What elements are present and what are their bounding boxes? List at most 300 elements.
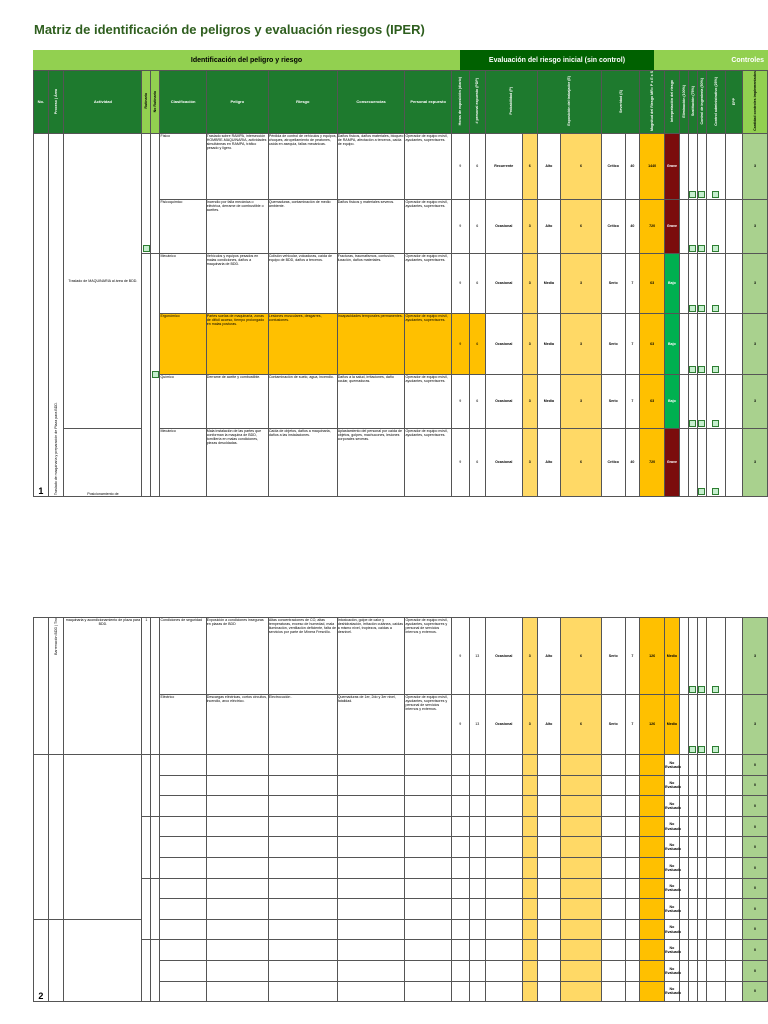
empty-cell: [268, 755, 337, 776]
magnitude-cell: 63: [640, 375, 665, 429]
checkbox-icon: [698, 245, 705, 252]
empty-cell: [160, 919, 206, 940]
elimination-cell: [679, 695, 688, 755]
engineering-cell: [697, 429, 706, 497]
probability-value: 3: [522, 200, 537, 254]
control-cell: [688, 899, 697, 920]
empty-cell: [469, 755, 485, 776]
no-rutinaria-cell: [151, 618, 160, 755]
empty-cell: [337, 940, 405, 961]
people-cell: 6: [469, 254, 485, 314]
exposure-value: [561, 816, 602, 837]
hours-cell: 9: [451, 618, 469, 695]
control-cell: [688, 796, 697, 817]
people-cell: 13: [469, 618, 485, 695]
control-cell: [726, 775, 743, 796]
control-count-cell: 0: [742, 857, 767, 878]
empty-cell: [469, 816, 485, 837]
empty-cell: [405, 981, 451, 1002]
substitution-cell: [688, 375, 697, 429]
personnel-cell: Operador de equipo móvil, ayudantes, supervisores.: [405, 375, 451, 429]
substitution-cell: [688, 134, 697, 200]
empty-cell: [451, 919, 469, 940]
probability-value: [522, 940, 537, 961]
exposure-value: 6: [561, 429, 602, 497]
control-cell: [726, 816, 743, 837]
row-number: [34, 618, 49, 755]
probability-cell: [485, 857, 522, 878]
exposure-cell: [537, 919, 561, 940]
control-cell: [688, 981, 697, 1002]
hdr-riesgo: Riesgo: [268, 71, 337, 134]
hdr-peligro: Peligro: [206, 71, 268, 134]
probability-value: [522, 960, 537, 981]
hdr-personal: Personal expuesto: [405, 71, 451, 134]
table-row: [34, 618, 768, 695]
rutinaria-cell: [142, 878, 151, 940]
empty-cell: [451, 940, 469, 961]
epp-cell: [726, 314, 743, 375]
severity-value: 40: [625, 134, 640, 200]
exposure-value: 6: [561, 134, 602, 200]
empty-cell: [160, 837, 206, 858]
magnitude-cell: 720: [640, 429, 665, 497]
consequence-cell: Daños físicos y materiales severos.: [337, 200, 405, 254]
epp-cell: [726, 375, 743, 429]
elimination-cell: [679, 254, 688, 314]
iper-table-bottom: [33, 617, 768, 1002]
control-count-cell: 3: [742, 375, 767, 429]
severity-cell: [601, 940, 625, 961]
checkbox-icon: [152, 371, 159, 378]
exposure-value: [561, 796, 602, 817]
exposure-value: 3: [561, 254, 602, 314]
exposure-value: 3: [561, 314, 602, 375]
severity-value: 7: [625, 254, 640, 314]
rutinaria-cell: [142, 755, 151, 817]
severity-value: [625, 857, 640, 878]
hdr-num-personal: # personal expuesto (PDP): [475, 78, 480, 124]
rutinaria-cell: 1: [142, 618, 151, 755]
admin-cell: [706, 429, 725, 497]
empty-cell: [268, 775, 337, 796]
hdr-control-adm: Control administrativo (25%): [713, 76, 718, 126]
control-count-cell: 0: [742, 816, 767, 837]
control-cell: [697, 857, 706, 878]
severity-value: [625, 919, 640, 940]
control-cell: [697, 899, 706, 920]
exposure-value: [561, 775, 602, 796]
magnitude-cell: [640, 755, 665, 776]
exposure-cell: [537, 899, 561, 920]
empty-cell: [469, 940, 485, 961]
process-cell: [48, 618, 64, 755]
elimination-cell: [679, 134, 688, 200]
empty-cell: [160, 816, 206, 837]
interpretation-cell: Grave: [665, 134, 680, 200]
hdr-rutinaria: Rutinaria: [144, 93, 149, 109]
magnitude-cell: 1440: [640, 134, 665, 200]
probability-cell: Ocasional: [485, 618, 522, 695]
row-number: [34, 755, 49, 920]
band-identification: Identificación del peligro y riesgo: [33, 50, 460, 70]
control-cell: [726, 878, 743, 899]
epp-cell: [726, 618, 743, 695]
control-cell: [706, 940, 725, 961]
probability-value: 3: [522, 695, 537, 755]
severity-cell: Serio: [601, 618, 625, 695]
empty-cell: [469, 960, 485, 981]
exposure-cell: [537, 775, 561, 796]
exposure-value: [561, 755, 602, 776]
interpretation-cell: No Evaluado: [665, 857, 680, 878]
control-count-cell: 0: [742, 981, 767, 1002]
probability-cell: Ocasional: [485, 375, 522, 429]
empty-cell: [160, 940, 206, 961]
rutinaria-cell: [142, 816, 151, 878]
engineering-cell: [697, 200, 706, 254]
empty-cell: [405, 796, 451, 817]
hazard-cell: Mala instalación de las partes que conforman la maquina de BDD, tornillería en malas condiciones, piezas desoldadas.: [206, 429, 268, 497]
empty-cell: [337, 816, 405, 837]
interpretation-cell: Bajo: [665, 314, 680, 375]
control-cell: [697, 816, 706, 837]
engineering-cell: [697, 254, 706, 314]
classification-cell: Eléctrico: [160, 695, 206, 755]
rutinaria-cell: [142, 940, 151, 1002]
row-number-text: 1: [38, 485, 44, 496]
substitution-cell: [688, 695, 697, 755]
interpretation-cell: No Evaluado: [665, 816, 680, 837]
control-count-cell: 3: [742, 695, 767, 755]
empty-cell: [268, 960, 337, 981]
magnitude-cell: [640, 899, 665, 920]
band-controls: Controles: [654, 50, 768, 70]
classification-cell: Condiciones de seguridad: [160, 618, 206, 695]
rutinaria-cell: [142, 254, 151, 497]
exposure-cell: [537, 796, 561, 817]
interpretation-cell: No Evaluado: [665, 981, 680, 1002]
elimination-cell: [679, 429, 688, 497]
admin-cell: [706, 695, 725, 755]
hazard-cell: Partes suelas de maquinaria, zonas de difícil acceso, tiempo prolongado en malas posturas.: [206, 314, 268, 375]
empty-cell: [469, 899, 485, 920]
table-row: [34, 755, 768, 776]
personnel-cell: Operador de equipo móvil, ayudantes, supervisores y personal de servicios internos y externos.: [405, 618, 451, 695]
control-cell: [706, 899, 725, 920]
personnel-cell: Operador de equipo móvil, ayudantes, supervisores.: [405, 429, 451, 497]
control-cell: [697, 940, 706, 961]
control-cell: [726, 796, 743, 817]
probability-cell: Ocasional: [485, 695, 522, 755]
severity-value: 40: [625, 200, 640, 254]
hazard-cell: Descargas eléctricas, cortos circuitos, incendio, arco eléctrico.: [206, 695, 268, 755]
control-cell: [688, 919, 697, 940]
severity-cell: [601, 919, 625, 940]
people-cell: 6: [469, 134, 485, 200]
people-cell: 13: [469, 695, 485, 755]
empty-cell: [160, 878, 206, 899]
classification-cell: Fisicoquímico: [160, 200, 206, 254]
empty-cell: [405, 755, 451, 776]
probability-value: 3: [522, 254, 537, 314]
process-cell: [48, 134, 64, 497]
control-cell: [697, 981, 706, 1002]
checkbox-icon: [712, 686, 719, 693]
checkbox-icon: [689, 305, 696, 312]
probability-cell: Recurrente: [485, 134, 522, 200]
exposure-cell: [537, 857, 561, 878]
risk-cell: Pérdida de control de vehículos y equipos, choques, atropellamiento de peatones, caída en asequia, fallas mecánicas.: [268, 134, 337, 200]
interpretation-cell: No Evaluado: [665, 755, 680, 776]
activity-cell: Traslado de MAQUINARIA al área de BDD.: [64, 134, 142, 429]
interpretation-cell: No Evaluado: [665, 796, 680, 817]
substitution-cell: [688, 314, 697, 375]
interpretation-cell: No Evaluado: [665, 899, 680, 920]
hazard-cell: Traslado sobre RAMPA, intersección HOMBRE-MAQUINARIA, actividades simultáneas en RAMPA, tráfico pesado y ligero.: [206, 134, 268, 200]
empty-cell: [268, 981, 337, 1002]
severity-cell: Serio: [601, 375, 625, 429]
control-cell: [706, 857, 725, 878]
interpretation-cell: Grave: [665, 429, 680, 497]
empty-cell: [206, 796, 268, 817]
control-cell: [706, 796, 725, 817]
checkbox-icon: [712, 488, 719, 495]
severity-value: 7: [625, 695, 640, 755]
magnitude-cell: [640, 796, 665, 817]
control-count-cell: 0: [742, 878, 767, 899]
control-cell: [726, 981, 743, 1002]
empty-cell: [405, 919, 451, 940]
elimination-cell: [679, 314, 688, 375]
risk-cell: Electrocución .: [268, 695, 337, 755]
personnel-cell: Operador de equipo móvil, ayudantes, supervisores.: [405, 254, 451, 314]
checkbox-icon: [698, 366, 705, 373]
empty-cell: [268, 796, 337, 817]
exposure-cell: Alto: [537, 618, 561, 695]
hours-cell: 9: [451, 314, 469, 375]
control-cell: [688, 775, 697, 796]
control-cell: [726, 899, 743, 920]
checkbox-icon: [712, 245, 719, 252]
people-cell: 6: [469, 375, 485, 429]
control-cell: [726, 755, 743, 776]
empty-cell: [451, 899, 469, 920]
empty-cell: [451, 878, 469, 899]
control-cell: [697, 919, 706, 940]
rutinaria-cell: [142, 134, 151, 254]
risk-cell: Quemaduras, contaminación de medio ambiente.: [268, 200, 337, 254]
control-cell: [726, 857, 743, 878]
severity-value: [625, 755, 640, 776]
risk-cell: Colisión vehicular, volcaduras, caída de equipo de BDD, daños a terceros.: [268, 254, 337, 314]
risk-cell: Altas concentraciones de CO, altas temperaturas, exceso de humedad, mala iluminación, ventilación deficiente, falta de servicios por parte de Minera Fresnillo.: [268, 618, 337, 695]
exposure-cell: [537, 960, 561, 981]
interpretation-cell: Medio: [665, 618, 680, 695]
severity-value: [625, 816, 640, 837]
severity-cell: [601, 796, 625, 817]
control-cell: [688, 940, 697, 961]
probability-cell: Ocasional: [485, 429, 522, 497]
control-cell: [688, 755, 697, 776]
exposure-cell: [537, 816, 561, 837]
hdr-cantidad: Cantidad controles implementados: [752, 71, 757, 132]
exposure-value: [561, 940, 602, 961]
hours-cell: 9: [451, 429, 469, 497]
hdr-control-ing: Control de ingeniería (50%): [699, 77, 704, 125]
exposure-cell: [537, 878, 561, 899]
people-cell: 6: [469, 429, 485, 497]
consequence-cell: Intoxicación, golpe de calor y deshidratación, irritación cutánea, caídas a mismo nivel, tropiezos, caídas a desnivel.: [337, 618, 405, 695]
hours-cell: 9: [451, 134, 469, 200]
interpretation-cell: Medio: [665, 695, 680, 755]
exposure-cell: Alto: [537, 429, 561, 497]
empty-cell: [469, 878, 485, 899]
probability-value: 3: [522, 618, 537, 695]
substitution-cell: [688, 618, 697, 695]
empty-cell: [268, 899, 337, 920]
magnitude-cell: 63: [640, 254, 665, 314]
exposure-value: [561, 878, 602, 899]
empty-cell: [268, 919, 337, 940]
magnitude-cell: [640, 878, 665, 899]
interpretation-cell: No Evaluado: [665, 878, 680, 899]
hazard-cell: Incendio por falla mecánica o eléctrica, derrame de combustible o aceites.: [206, 200, 268, 254]
empty-cell: [405, 816, 451, 837]
hdr-exposicion: Exposición del trabajador (E): [567, 76, 572, 127]
probability-value: [522, 796, 537, 817]
empty-cell: [469, 837, 485, 858]
probability-cell: [485, 899, 522, 920]
magnitude-cell: 63: [640, 314, 665, 375]
no-rutinaria-cell: [151, 878, 160, 940]
empty-cell: [451, 960, 469, 981]
checkbox-icon: [698, 420, 705, 427]
probability-cell: [485, 981, 522, 1002]
empty-cell: [337, 837, 405, 858]
severity-cell: [601, 755, 625, 776]
empty-cell: [405, 940, 451, 961]
magnitude-cell: [640, 919, 665, 940]
control-cell: [697, 755, 706, 776]
checkbox-icon: [689, 245, 696, 252]
empty-cell: [451, 981, 469, 1002]
control-cell: [706, 775, 725, 796]
checkbox-icon: [698, 305, 705, 312]
severity-value: 7: [625, 618, 640, 695]
risk-cell: Caída de objetos, daños a maquinaria, daños a las instalaciones.: [268, 429, 337, 497]
people-cell: 6: [469, 314, 485, 375]
admin-cell: [706, 200, 725, 254]
severity-value: [625, 960, 640, 981]
severity-cell: [601, 816, 625, 837]
personnel-cell: Operador de equipo móvil, ayudantes, supervisores.: [405, 134, 451, 200]
empty-cell: [337, 899, 405, 920]
severity-value: 40: [625, 429, 640, 497]
magnitude-cell: 126: [640, 618, 665, 695]
hazard-cell: Derrame de aceite y combustible.: [206, 375, 268, 429]
hdr-magnitud: Magnitud del Riesgo MR= P x E x S: [650, 71, 655, 132]
control-count-cell: 0: [742, 940, 767, 961]
empty-cell: [206, 878, 268, 899]
hdr-no: No.: [34, 71, 49, 134]
consequence-cell: Daños físicos, daños materiales, bloqueo de RAMPA, afectación a terceros, caída de equipo.: [337, 134, 405, 200]
probability-cell: [485, 919, 522, 940]
checkbox-icon: [689, 366, 696, 373]
admin-cell: [706, 254, 725, 314]
risk-cell: Contaminación de suelo, agua, incendio.: [268, 375, 337, 429]
exposure-cell: Media: [537, 375, 561, 429]
empty-cell: [405, 857, 451, 878]
probability-cell: [485, 775, 522, 796]
magnitude-cell: [640, 775, 665, 796]
page-title: Matriz de identificación de peligros y evaluación riesgos (IPER): [34, 22, 425, 37]
control-count-cell: 3: [742, 134, 767, 200]
hdr-probabilidad: Probabilidad (P): [509, 87, 513, 115]
empty-cell: [451, 775, 469, 796]
empty-cell: [160, 755, 206, 776]
checkbox-icon: [712, 191, 719, 198]
control-cell: [726, 940, 743, 961]
table-row: [34, 254, 768, 314]
magnitude-cell: 720: [640, 200, 665, 254]
empty-cell: [337, 960, 405, 981]
empty-cell: [268, 857, 337, 878]
no-rutinaria-cell: [151, 755, 160, 817]
probability-value: [522, 755, 537, 776]
control-cell: [697, 878, 706, 899]
empty-cell: [268, 816, 337, 837]
hdr-severidad: Severidad (S): [618, 89, 623, 113]
probability-cell: [485, 837, 522, 858]
checkbox-icon: [698, 488, 705, 495]
severity-value: [625, 796, 640, 817]
consequence-cell: Daños a la salud, irritaciones, daño ocular, quemaduras.: [337, 375, 405, 429]
empty-cell: [337, 775, 405, 796]
process-cell: [48, 755, 64, 920]
probability-value: 3: [522, 314, 537, 375]
probability-cell: Ocasional: [485, 254, 522, 314]
severity-cell: Serio: [601, 695, 625, 755]
checkbox-icon: [712, 305, 719, 312]
substitution-cell: [688, 254, 697, 314]
exposure-value: 3: [561, 375, 602, 429]
probability-cell: [485, 960, 522, 981]
hdr-interpretacion: Interpretación del riesgo: [669, 80, 674, 123]
activity-cell: [64, 919, 142, 1001]
no-rutinaria-cell: [151, 254, 160, 497]
probability-value: 3: [522, 375, 537, 429]
consequence-cell: Aplastamiento del personal por caída de objetos, golpes, machucones, lesiones corporales severas.: [337, 429, 405, 497]
severity-cell: [601, 899, 625, 920]
checkbox-icon: [689, 746, 696, 753]
probability-value: 3: [522, 429, 537, 497]
severity-cell: Serio: [601, 254, 625, 314]
exposure-value: [561, 899, 602, 920]
no-rutinaria-cell: [151, 940, 160, 1002]
exposure-value: [561, 919, 602, 940]
exposure-cell: Alto: [537, 134, 561, 200]
personnel-cell: Operador de equipo móvil, ayudantes, supervisores.: [405, 314, 451, 375]
empty-cell: [337, 919, 405, 940]
empty-cell: [451, 837, 469, 858]
classification-cell: Químico: [160, 375, 206, 429]
empty-cell: [206, 919, 268, 940]
probability-cell: [485, 816, 522, 837]
checkbox-icon: [689, 191, 696, 198]
empty-cell: [405, 960, 451, 981]
empty-cell: [268, 878, 337, 899]
